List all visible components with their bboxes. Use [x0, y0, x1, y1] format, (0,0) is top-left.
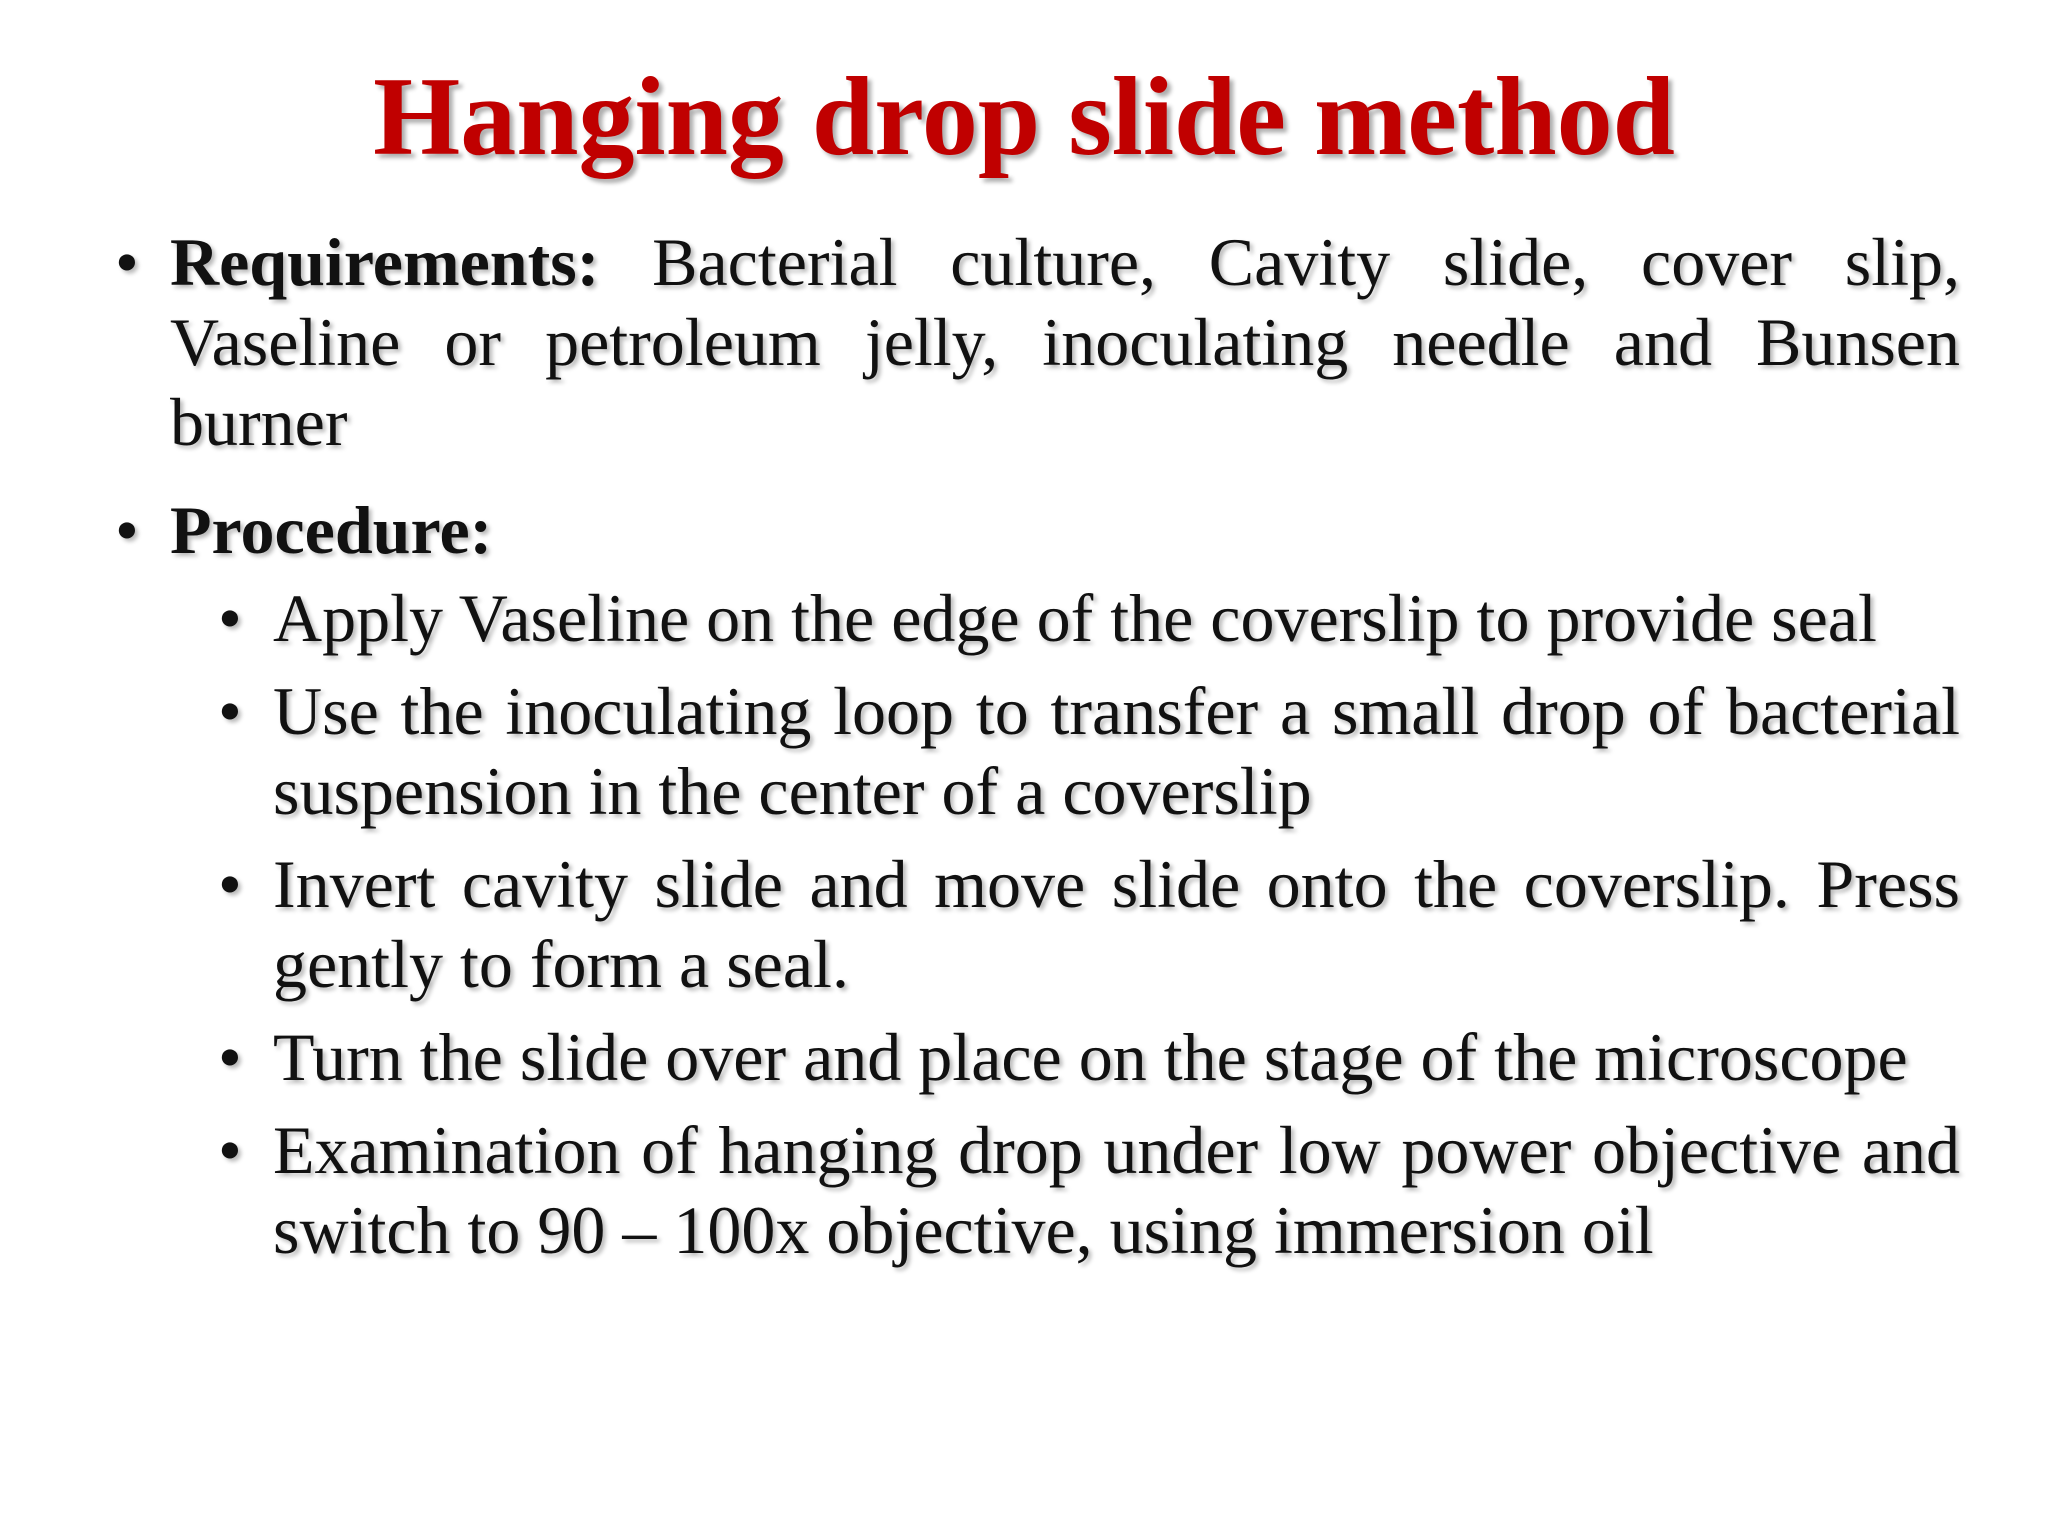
- bullet-dot-icon: •: [218, 1019, 242, 1095]
- bullet-dot-icon: •: [218, 1112, 242, 1188]
- requirements-text: Bacterial culture, Cavity slide, cover slip, Vaseline or petroleum jelly, inoculating needle and Bunsen burner: [170, 224, 1960, 460]
- procedure-step: [213, 844, 1960, 1004]
- procedure-step: [213, 671, 1960, 831]
- bullet-dot-icon: •: [115, 492, 139, 568]
- procedure-step: [213, 1017, 1960, 1097]
- slide-content: [110, 222, 1960, 1283]
- requirements-label: Requirements:: [170, 224, 600, 300]
- slide-title: Hanging drop slide method: [373, 55, 1675, 179]
- procedure-step: [213, 578, 1960, 658]
- bullet-dot-icon: •: [218, 846, 242, 922]
- bullet-dot-icon: •: [218, 673, 242, 749]
- procedure-step-text: Use the inoculating loop to transfer a small drop of bacterial suspension in the center of a coverslip: [273, 673, 1960, 829]
- procedure-step-text: Turn the slide over and place on the stage of the microscope: [273, 1019, 1908, 1095]
- procedure-steps-list: [213, 578, 1960, 1270]
- procedure-step-text: Examination of hanging drop under low power objective and switch to 90 – 100x objective, using immersion oil: [273, 1112, 1960, 1268]
- bullet-requirements: [110, 222, 1960, 462]
- bullet-dot-icon: •: [115, 224, 139, 300]
- procedure-step-text: Invert cavity slide and move slide onto the coverslip. Press gently to form a seal.: [273, 846, 1960, 1002]
- procedure-step-text: Apply Vaseline on the edge of the coverslip to provide seal: [273, 580, 1877, 656]
- procedure-step: [213, 1110, 1960, 1270]
- bullet-procedure: [110, 490, 1960, 570]
- bullet-dot-icon: •: [218, 580, 242, 656]
- procedure-label: Procedure:: [170, 492, 493, 568]
